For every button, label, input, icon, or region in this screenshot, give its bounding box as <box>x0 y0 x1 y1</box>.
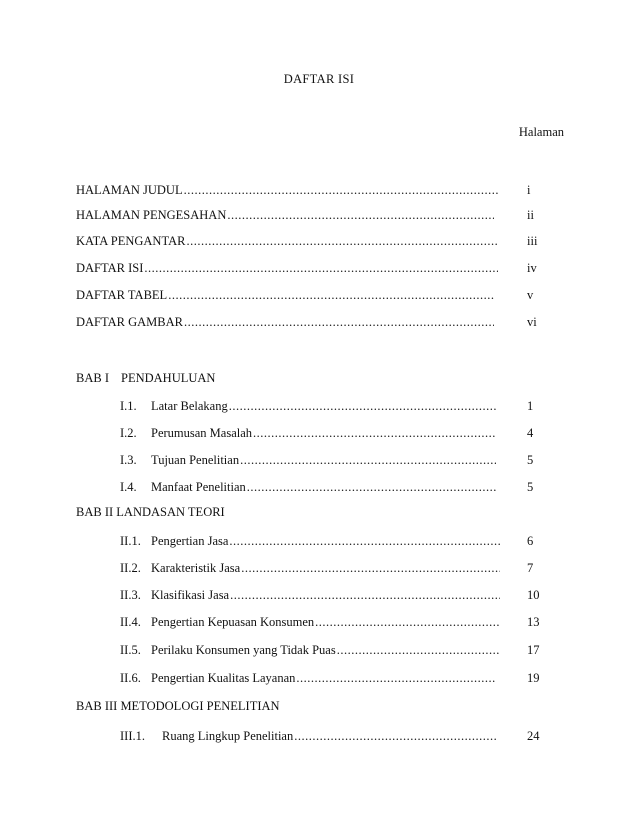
section-number: II.1. <box>120 534 141 548</box>
toc-entry-label: DAFTAR GAMBAR <box>76 315 184 329</box>
section-number: II.2. <box>120 561 141 575</box>
chapter-heading-bab-1[interactable] <box>76 371 215 386</box>
section-title: Manfaat Penelitian <box>151 480 246 494</box>
dot-leader <box>253 424 496 442</box>
dot-leader <box>337 641 500 659</box>
dot-leader <box>294 727 496 745</box>
page-title: DAFTAR ISI <box>283 72 355 86</box>
section-title: Ruang Lingkup Penelitian <box>162 729 294 743</box>
section-page: 24 <box>527 729 540 743</box>
toc-entry-daftar-tabel[interactable] <box>76 286 494 304</box>
toc-section-pengertian-kualitas-layanan[interactable] <box>151 669 496 687</box>
toc-section-latar-belakang[interactable] <box>151 397 496 415</box>
toc-entry-page: v <box>527 288 534 302</box>
toc-section-tujuan-penelitian[interactable] <box>151 451 496 469</box>
chapter-title: PENDAHULUAN <box>121 371 216 385</box>
section-number: I.4. <box>120 480 137 494</box>
section-number: II.4. <box>120 615 141 629</box>
toc-entry-page: i <box>527 183 531 197</box>
toc-entry-page: ii <box>527 208 534 222</box>
section-page: 7 <box>527 561 534 575</box>
toc-entry-label: KATA PENGANTAR <box>76 234 186 248</box>
toc-section-pengertian-jasa[interactable] <box>151 532 500 550</box>
section-title: Perilaku Konsumen yang Tidak Puas <box>151 643 336 657</box>
dot-leader <box>230 586 500 604</box>
toc-entry-page: iv <box>527 261 537 275</box>
section-number: I.1. <box>120 399 137 413</box>
chapter-number: BAB I <box>76 371 109 385</box>
dot-leader <box>227 206 494 224</box>
section-title: Latar Belakang <box>151 399 228 413</box>
section-page: 5 <box>527 453 534 467</box>
section-title: Klasifikasi Jasa <box>151 588 230 602</box>
dot-leader <box>247 478 496 496</box>
section-title: Karakteristik Jasa <box>151 561 241 575</box>
toc-section-klasifikasi-jasa[interactable] <box>151 586 500 604</box>
toc-section-pengertian-kepuasan-konsumen[interactable] <box>151 613 500 631</box>
toc-entry-daftar-gambar[interactable] <box>76 313 494 331</box>
toc-section-manfaat-penelitian[interactable] <box>151 478 496 496</box>
section-page: 6 <box>527 534 534 548</box>
section-number: III.1. <box>120 729 145 743</box>
toc-entry-halaman-pengesahan[interactable] <box>76 206 494 224</box>
dot-leader <box>186 232 498 250</box>
section-title: Pengertian Kepuasan Konsumen <box>151 615 315 629</box>
toc-section-ruang-lingkup-penelitian[interactable] <box>162 727 496 745</box>
dot-leader <box>315 613 500 631</box>
dot-leader <box>184 313 494 331</box>
dot-leader <box>168 286 494 304</box>
section-title: Pengertian Jasa <box>151 534 229 548</box>
section-number: II.5. <box>120 643 141 657</box>
toc-section-perilaku-konsumen[interactable] <box>151 641 500 659</box>
toc-entry-label: DAFTAR ISI <box>76 261 144 275</box>
section-page: 5 <box>527 480 534 494</box>
toc-entry-label: HALAMAN PENGESAHAN <box>76 208 227 222</box>
section-page: 19 <box>527 671 540 685</box>
section-number: II.6. <box>120 671 141 685</box>
section-number: II.3. <box>120 588 141 602</box>
toc-entry-label: DAFTAR TABEL <box>76 288 168 302</box>
dot-leader <box>229 397 496 415</box>
section-title: Perumusan Masalah <box>151 426 253 440</box>
section-page: 10 <box>527 588 540 602</box>
toc-entry-halaman-judul[interactable] <box>76 181 498 199</box>
section-title: Tujuan Penelitian <box>151 453 240 467</box>
chapter-heading-bab-3[interactable]: BAB III METODOLOGI PENELITIAN <box>76 699 280 713</box>
section-page: 4 <box>527 426 534 440</box>
dot-leader <box>241 559 500 577</box>
chapter-heading-bab-2[interactable]: BAB II LANDASAN TEORI <box>76 505 225 519</box>
section-number: I.2. <box>120 426 137 440</box>
toc-entry-kata-pengantar[interactable] <box>76 232 498 250</box>
toc-entry-page: iii <box>527 234 538 248</box>
dot-leader <box>229 532 500 550</box>
dot-leader <box>296 669 496 687</box>
toc-section-karakteristik-jasa[interactable] <box>151 559 500 577</box>
section-number: I.3. <box>120 453 137 467</box>
section-title: Pengertian Kualitas Layanan <box>151 671 296 685</box>
dot-leader <box>240 451 496 469</box>
section-page: 1 <box>527 399 534 413</box>
toc-entry-label: HALAMAN JUDUL <box>76 183 183 197</box>
toc-entry-daftar-isi[interactable] <box>76 259 498 277</box>
page-column-header: Halaman <box>518 125 564 139</box>
toc-entry-page: vi <box>527 315 537 329</box>
dot-leader <box>144 259 498 277</box>
section-page: 13 <box>527 615 540 629</box>
toc-section-perumusan-masalah[interactable] <box>151 424 496 442</box>
dot-leader <box>184 181 498 199</box>
section-page: 17 <box>527 643 540 657</box>
